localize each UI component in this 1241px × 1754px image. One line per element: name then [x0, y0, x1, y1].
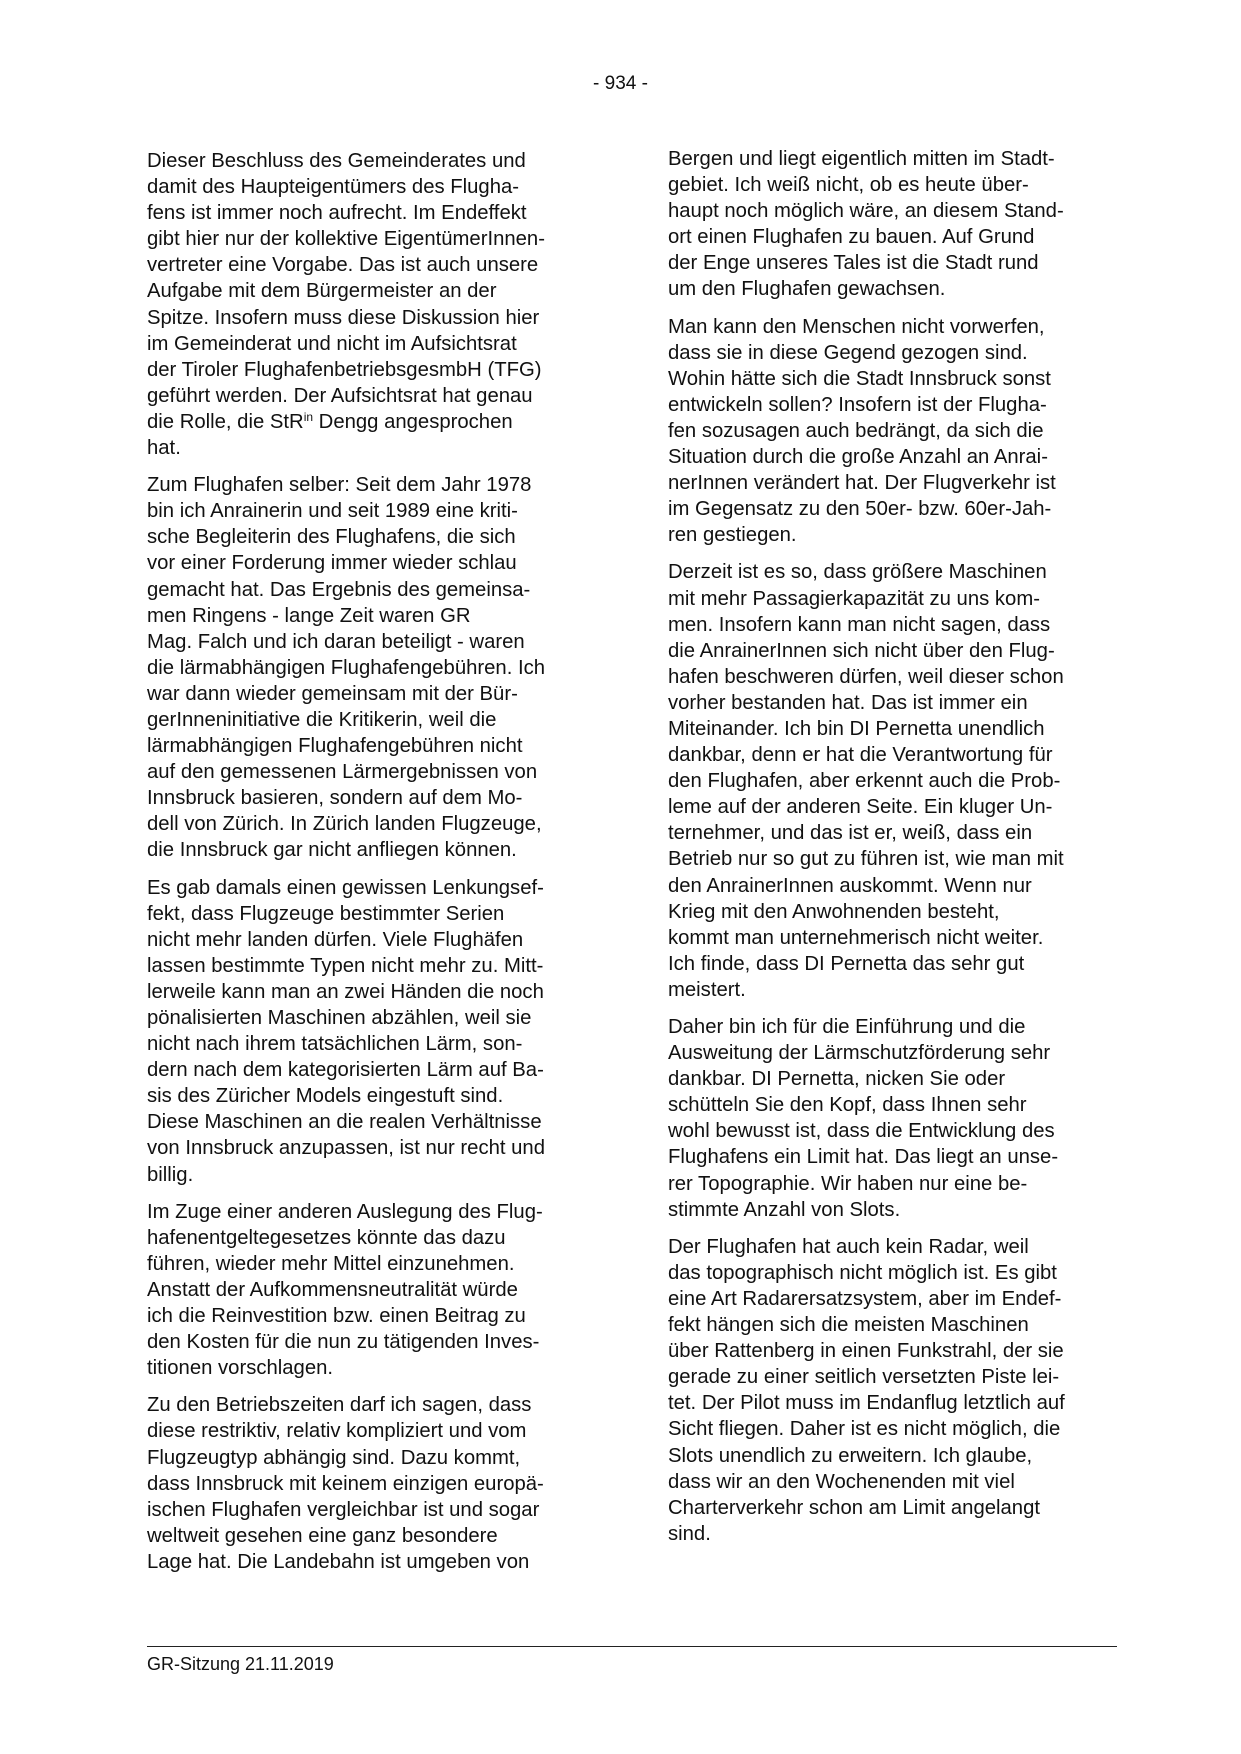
page-number: - 934 - [593, 73, 648, 94]
text-line: ich die Reinvestition bzw. einen Beitrag zu [147, 1305, 526, 1328]
text-line: dass sie in diese Gegend gezogen sind. [668, 341, 1028, 364]
text-line: dankbar. DI Pernetta, nicken Sie oder [668, 1068, 1006, 1091]
text-line: weltweit gesehen eine ganz besondere [147, 1524, 498, 1547]
text-line: ort einen Flughafen zu bauen. Auf Grund [668, 226, 1035, 249]
text-line: bin ich Anrainerin und seit 1989 eine kriti- [147, 500, 518, 523]
text-line: Charterverkehr schon am Limit angelangt [668, 1496, 1041, 1519]
text-line: Slots unendlich zu erweitern. Ich glaube, [668, 1444, 1033, 1467]
text-line: Innsbruck basieren, sondern auf dem Mo- [147, 787, 523, 810]
footer-divider [147, 1646, 1117, 1647]
text-line: wohl bewusst ist, dass die Entwicklung des [668, 1120, 1055, 1143]
text-line: die AnrainerInnen sich nicht über den Flug- [668, 639, 1055, 662]
text-line: den Kosten für die nun zu tätigenden Inves- [147, 1331, 540, 1354]
text-line: über Rattenberg in einen Funkstrahl, der sie [668, 1340, 1064, 1363]
text-line: das topographisch nicht möglich ist. Es gibt [668, 1261, 1057, 1284]
text-line: nerInnen verändert hat. Der Flugverkehr ist [668, 472, 1056, 495]
text-line: im Gemeinderat und nicht im Aufsichtsrat [147, 332, 517, 355]
text-line: nicht nach ihrem tatsächlichen Lärm, son- [147, 1033, 523, 1056]
text-line: nicht mehr landen dürfen. Viele Flughäfen [147, 928, 524, 951]
text-line: Wohin hätte sich die Stadt Innsbruck sonst [668, 367, 1051, 390]
text-line: Sicht fliegen. Daher ist es nicht möglich, die [668, 1418, 1061, 1441]
text-line: Flugzeugtyp abhängig sind. Dazu kommt, [147, 1446, 521, 1469]
text-line: eine Art Radarersatzsystem, aber im Endef- [668, 1287, 1062, 1310]
text-line: billig. [147, 1163, 194, 1186]
text-line: geführt werden. Der Aufsichtsrat hat genau [147, 384, 533, 407]
text-line: Dieser Beschluss des Gemeinderates und [147, 150, 526, 172]
text-line: men. Insofern kann man nicht sagen, dass [668, 613, 1051, 636]
text-line: fens ist immer noch aufrecht. Im Endeffekt [147, 202, 527, 225]
text-line: Miteinander. Ich bin DI Pernetta unendlich [668, 717, 1045, 740]
text-line: Der Flughafen hat auch kein Radar, weil [668, 1235, 1029, 1258]
text-line: ischen Flughafen vergleichbar ist und sogar [147, 1498, 540, 1521]
text-line: war dann wieder gemeinsam mit der Bür- [147, 682, 518, 705]
text-line: schütteln Sie den Kopf, dass Ihnen sehr [668, 1094, 1027, 1117]
text-line: dern nach dem kategorisierten Lärm auf Ba- [147, 1059, 544, 1082]
text-line: dass wir an den Wochenenden mit viel [668, 1470, 1015, 1493]
text-line: Zu den Betriebszeiten darf ich sagen, dass [147, 1394, 532, 1417]
paragraph [147, 472, 597, 863]
text-line: Ich finde, dass DI Pernetta das sehr gut [668, 952, 1025, 975]
paragraph [668, 146, 1118, 303]
paragraph [147, 1199, 597, 1382]
text-line: lerweile kann man an zwei Händen die noch [147, 980, 544, 1003]
text-line: sche Begleiterin des Flughafens, die sich [147, 526, 516, 549]
text-line: lassen bestimmte Typen nicht mehr zu. Mitt- [147, 954, 544, 977]
text-line: tet. Der Pilot muss im Endanflug letztlich auf [668, 1392, 1065, 1415]
text-line: den Flughafen, aber erkennt auch die Prob- [668, 770, 1061, 793]
text-line: die Innsbruck gar nicht anfliegen können. [147, 839, 517, 862]
text-line: entwickeln sollen? Insofern ist der Flugha- [668, 393, 1047, 416]
text-line: stimmte Anzahl von Slots. [668, 1198, 901, 1221]
superscript: in [303, 409, 314, 424]
text-line: Ausweitung der Lärmschutzförderung sehr [668, 1042, 1051, 1065]
text-line: gerade zu einer seitlich versetzten Piste lei- [668, 1366, 1060, 1389]
text-line: führen, wieder mehr Mittel einzunehmen. [147, 1252, 515, 1275]
text-line: der Tiroler FlughafenbetriebsgesmbH (TFG) [147, 358, 542, 381]
text-line: Aufgabe mit dem Bürgermeister an der [147, 280, 497, 303]
text-line: dankbar, denn er hat die Verantwortung für [668, 744, 1053, 767]
text-line: ren gestiegen. [668, 524, 797, 547]
text-line: leme auf der anderen Seite. Ein kluger Un- [668, 796, 1053, 819]
text-line: Situation durch die große Anzahl an Anrai- [668, 446, 1048, 469]
text-line: Daher bin ich für die Einführung und die [668, 1016, 1026, 1038]
text-line: pönalisierten Maschinen abzählen, weil sie [147, 1007, 532, 1029]
text-line: gemacht hat. Das Ergebnis des gemeinsa- [147, 578, 531, 601]
text-line: Mag. Falch und ich daran beteiligt - waren [147, 630, 525, 653]
text-line: haupt noch möglich wäre, an diesem Stand- [668, 200, 1064, 223]
paragraph [147, 875, 597, 1188]
text-line: diese restriktiv, relativ kompliziert und vom [147, 1420, 527, 1443]
text-line: vor einer Forderung immer wieder schlau [147, 552, 517, 575]
text-line: mit mehr Passagierkapazität zu uns kom- [668, 587, 1040, 610]
text-line: fekt hängen sich die meisten Maschinen [668, 1314, 1029, 1337]
text-line: dass Innsbruck mit keinem einzigen europä- [147, 1472, 544, 1495]
paragraph [147, 1392, 597, 1575]
text-line: hat. [147, 437, 181, 460]
text-line: titionen vorschlagen. [147, 1357, 334, 1380]
text-line: meistert. [668, 978, 746, 1001]
text-line: auf den gemessenen Lärmergebnissen von [147, 761, 538, 784]
text-line: gibt hier nur der kollektive EigentümerInnen- [147, 228, 545, 251]
text-line [147, 409, 597, 435]
text-line: den AnrainerInnen auskommt. Wenn nur [668, 874, 1032, 897]
footer-session-label: GR-Sitzung 21.11.2019 [147, 1654, 334, 1674]
text-line: Anstatt der Aufkommensneutralität würde [147, 1278, 518, 1301]
paragraph [668, 1234, 1118, 1547]
text-line: Es gab damals einen gewissen Lenkungsef- [147, 876, 544, 899]
text-line: Krieg mit den Anwohnenden besteht, [668, 900, 1000, 923]
text-line: vorher bestanden hat. Das ist immer ein [668, 691, 1028, 714]
text-line: rer Topographie. Wir haben nur eine be- [668, 1172, 1028, 1195]
text-line: dell von Zürich. In Zürich landen Flugzeuge, [147, 813, 542, 836]
text-line: ternehmer, und das ist er, weiß, dass ein [668, 822, 1033, 845]
right-column [668, 146, 1118, 1558]
text-segment: die Rolle, die StR [147, 410, 304, 433]
text-line: Bergen und liegt eigentlich mitten im Stadt- [668, 148, 1055, 170]
text-line: Flughafens ein Limit hat. Das liegt an unse- [668, 1146, 1059, 1169]
text-line: Lage hat. Die Landebahn ist umgeben von [147, 1550, 530, 1573]
text-line: hafenentgeltegesetzes könnte das dazu [147, 1226, 506, 1249]
text-line: um den Flughafen gewachsen. [668, 278, 946, 301]
text-line: kommt man unternehmerisch nicht weiter. [668, 926, 1044, 949]
text-line: Diese Maschinen an die realen Verhältnisse [147, 1111, 542, 1134]
text-line: gebiet. Ich weiß nicht, ob es heute über- [668, 174, 1029, 197]
text-line: Man kann den Menschen nicht vorwerfen, [668, 315, 1045, 338]
paragraph [668, 314, 1118, 549]
text-line: im Gegensatz zu den 50er- bzw. 60er-Jah- [668, 498, 1052, 521]
text-line: von Innsbruck anzupassen, ist nur recht und [147, 1137, 545, 1160]
text-segment: Dengg angesprochen [313, 410, 513, 433]
text-line: gerInneninitiative die Kritikerin, weil die [147, 708, 497, 731]
text-line: Im Zuge einer anderen Auslegung des Flug- [147, 1200, 543, 1223]
left-column [147, 148, 597, 1586]
text-line: der Enge unseres Tales ist die Stadt rund [668, 252, 1039, 275]
paragraph [668, 559, 1118, 1003]
text-line: men Ringens - lange Zeit waren GR [147, 604, 471, 627]
text-line: vertreter eine Vorgabe. Das ist auch unsere [147, 254, 539, 277]
text-line: sind. [668, 1522, 711, 1545]
text-line: hafen beschweren dürfen, weil dieser schon [668, 665, 1064, 688]
text-line: Derzeit ist es so, dass größere Maschinen [668, 561, 1047, 584]
text-line: die lärmabhängigen Flughafengebühren. Ich [147, 656, 546, 679]
text-line: damit des Haupteigentümers des Flugha- [147, 176, 520, 199]
text-line: Betrieb nur so gut zu führen ist, wie man mit [668, 848, 1064, 871]
paragraph [668, 1014, 1118, 1223]
text-line: Zum Flughafen selber: Seit dem Jahr 1978 [147, 474, 532, 497]
text-line: fekt, dass Flugzeuge bestimmter Serien [147, 902, 505, 925]
text-line: fen sozusagen auch bedrängt, da sich die [668, 419, 1044, 442]
paragraph [147, 148, 597, 461]
text-line: sis des Züricher Models eingestuft sind. [147, 1085, 504, 1108]
text-line: lärmabhängigen Flughafengebühren nicht [147, 735, 523, 758]
text-line: Spitze. Insofern muss diese Diskussion hier [147, 306, 540, 329]
